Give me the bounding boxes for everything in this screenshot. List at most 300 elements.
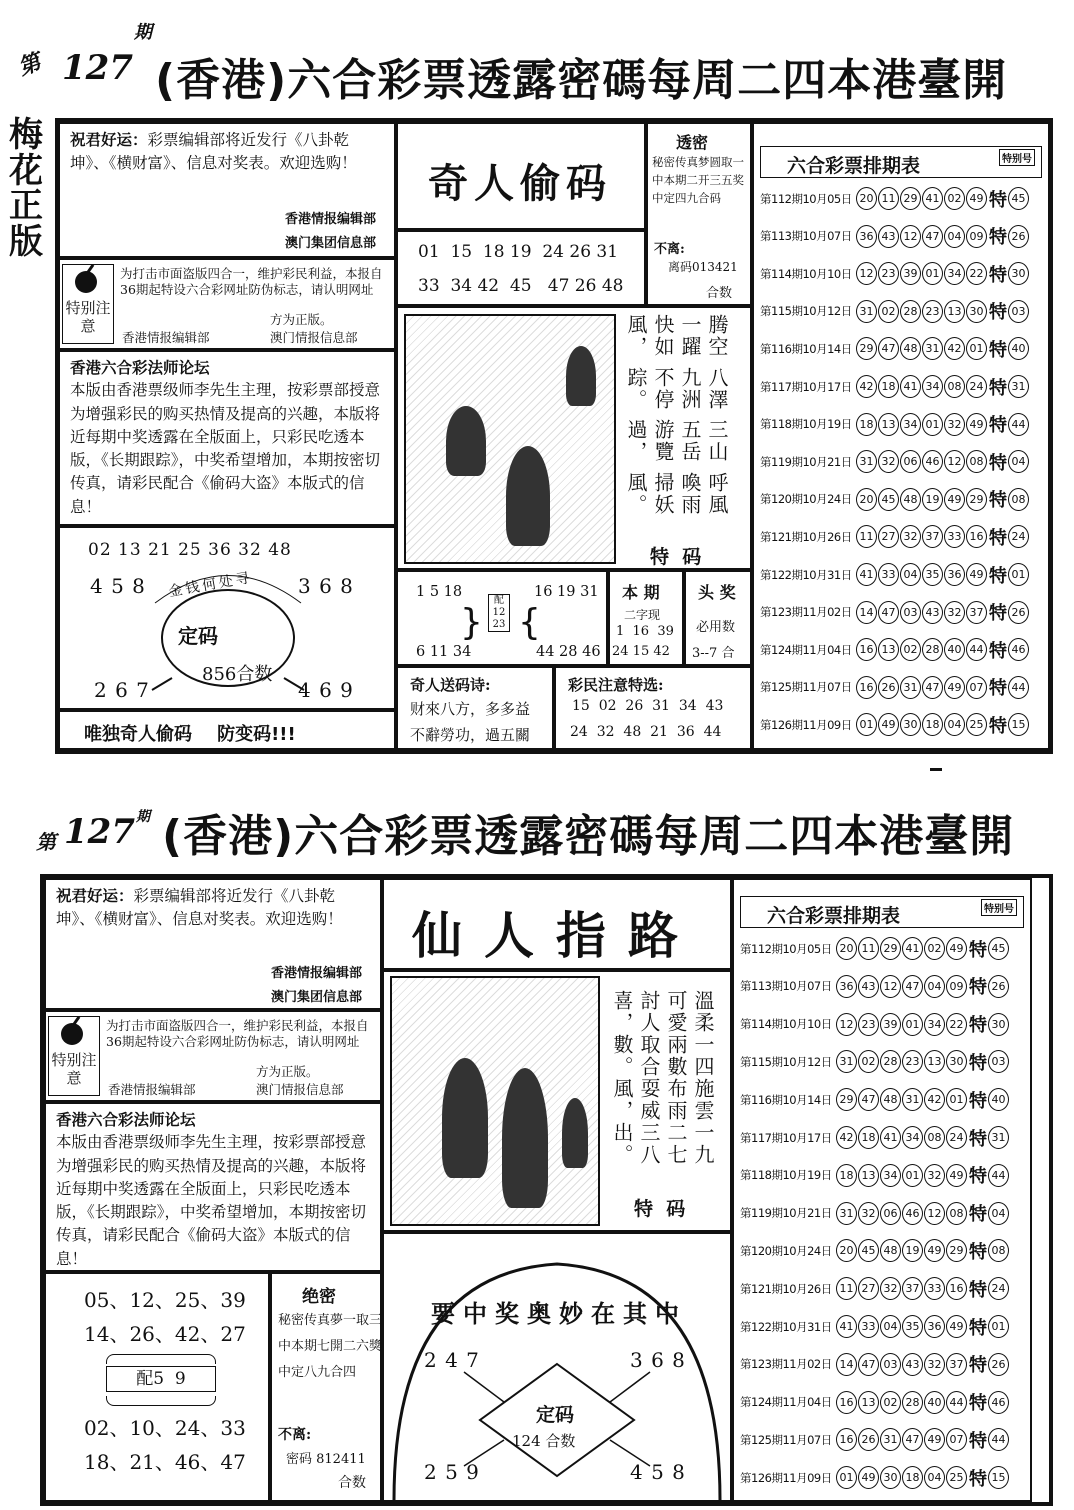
special-label: 特 (989, 189, 1007, 211)
number-ball: 44 (966, 638, 987, 661)
number-ball: 41 (922, 187, 943, 210)
number-ball: 47 (922, 225, 943, 248)
side-brand: 梅花正版 (9, 115, 43, 263)
notice-box (58, 258, 396, 350)
secret-buli-2: 不离: (278, 1427, 312, 1443)
number-ball: 39 (900, 262, 921, 285)
poem-col-3: 施雲布雨耍威風， (610, 1078, 715, 1122)
schedule-row (760, 708, 1030, 741)
secret-heshu-2: 合数 (338, 1475, 366, 1491)
bracket-bottom (106, 1396, 216, 1406)
greeting-body: 彩票编辑部将近发行《八卦乾坤》、《横财富》、信息对奖表。欢迎选购！ (70, 131, 357, 173)
money-bl: 2 6 7 (94, 678, 150, 702)
money-br: 4 6 9 (298, 678, 354, 702)
number-ball: 23 (902, 1050, 923, 1073)
bracket-top (106, 1354, 216, 1364)
schedule-row-label: 第113期10月07日 (740, 979, 832, 994)
number-ball: 02 (878, 300, 899, 323)
number-ball: 16 (966, 525, 987, 548)
notice-box-2 (44, 1010, 382, 1102)
number-ball: 40 (924, 1391, 945, 1414)
special-number-ball: 01 (1008, 563, 1029, 586)
schedule-row (760, 295, 1030, 328)
notice-sign-right: 方为正版。 (270, 312, 333, 327)
immortal-illustration (390, 976, 600, 1226)
special-label: 特 (989, 264, 1007, 286)
schedule-row (740, 1272, 1010, 1305)
number-ball: 45 (878, 488, 899, 511)
special-label: 特 (969, 1052, 987, 1074)
banner-numbers-2: 33 34 42 45 47 26 48 (418, 276, 624, 296)
number-ball: 43 (902, 1353, 923, 1376)
schedule-row-label: 第126期11月09日 (740, 1470, 832, 1485)
notice-body: 为打击市面盗版四合一，维护彩民利益，本报自36期起特设六合彩网址防伪标志，请认明网址 (120, 266, 383, 298)
special-number-ball: 26 (1008, 601, 1029, 624)
number-ball: 31 (856, 450, 877, 473)
number-ball: 01 (946, 1088, 967, 1111)
issue-suffix: 期 (134, 22, 152, 43)
special-number-ball: 15 (1008, 713, 1029, 736)
number-ball: 31 (902, 1088, 923, 1111)
special-label: 特 (989, 452, 1007, 474)
number-ball: 24 (946, 1126, 967, 1149)
number-ball: 41 (880, 1126, 901, 1149)
schedule-row-label: 第118期10月19日 (760, 417, 852, 432)
special-number-ball: 03 (988, 1050, 1009, 1073)
number-ball: 20 (856, 187, 877, 210)
page-title-2: (香港)六合彩票透露密碼每周二四本港臺開 (162, 811, 1015, 862)
page-title: (香港)六合彩票透露密碼每周二四本港臺開 (155, 55, 1008, 106)
number-ball: 42 (944, 337, 965, 360)
schedule-row-label: 第123期11月02日 (760, 605, 852, 620)
number-ball: 47 (902, 975, 923, 998)
greeting-sign-1: 香港情报编辑部 (284, 212, 376, 227)
schedule-row-label: 第122期10月31日 (740, 1319, 832, 1334)
number-ball: 26 (858, 1428, 879, 1451)
money-tl: 4 5 8 (90, 574, 146, 598)
number-ball: 28 (922, 638, 943, 661)
number-ball: 32 (924, 1164, 945, 1187)
number-ball: 01 (902, 1164, 923, 1187)
number-ball: 29 (880, 937, 901, 960)
number-ball: 11 (856, 525, 877, 548)
number-ball: 27 (878, 525, 899, 548)
greeting-heading-2: 祝君好运： (56, 886, 134, 905)
number-ball: 48 (880, 1239, 901, 1262)
number-ball: 26 (878, 676, 899, 699)
this-issue-r2: 24 15 42 (612, 644, 670, 659)
diamond-label: 定码 (536, 1404, 575, 1426)
special-number-ball: 31 (1008, 375, 1029, 398)
number-ball: 37 (946, 1353, 967, 1376)
number-list-3: 02、10、24、33 (84, 1416, 246, 1440)
number-ball: 49 (966, 187, 987, 210)
special-number-ball: 45 (988, 937, 1009, 960)
top-prize-box (684, 570, 752, 666)
this-issue-sub: 二字现 (624, 608, 661, 622)
special-number-ball: 44 (1008, 413, 1029, 436)
secret-mima: 离码013421 (668, 260, 738, 274)
send-poem-title: 奇人送码诗: (410, 676, 491, 694)
special-label: 特 (969, 1166, 987, 1188)
issue-number: 127 (62, 48, 133, 88)
send-poem-l1: 财來八方，多多益 (410, 700, 531, 718)
banner-title-2: 仙人指路 (412, 906, 700, 965)
number-ball: 12 (856, 262, 877, 285)
pairs-box (396, 570, 608, 666)
number-ball: 47 (858, 1088, 879, 1111)
figure-2 (506, 446, 550, 546)
special-label: 特 (969, 1393, 987, 1415)
notice-label-box (62, 264, 114, 344)
number-ball: 18 (878, 375, 899, 398)
diamond-tr: 3 6 8 (630, 1348, 686, 1372)
schedule-row (760, 633, 1030, 666)
number-ball: 49 (946, 937, 967, 960)
number-ball: 30 (880, 1466, 901, 1489)
money-center-label: 定码 (178, 624, 218, 648)
poem-box-2 (382, 970, 732, 1232)
schedule-row (740, 1083, 1010, 1116)
number-ball: 03 (900, 601, 921, 624)
number-ball: 12 (944, 450, 965, 473)
number-ball: 30 (966, 300, 987, 323)
special-label: 特 (969, 1241, 987, 1263)
special-number-ball: 44 (1008, 676, 1029, 699)
schedule-header (760, 146, 1042, 178)
schedule-row-label: 第123期11月02日 (740, 1357, 832, 1372)
number-ball: 19 (902, 1239, 923, 1262)
number-ball: 01 (836, 1466, 857, 1489)
number-ball: 13 (878, 413, 899, 436)
secret-title: 透密 (676, 133, 709, 152)
number-list-1: 05、12、25、39 (84, 1288, 246, 1312)
schedule-row (760, 408, 1030, 441)
poem-col-2: 一四兩數取合數。 (610, 1034, 715, 1078)
schedule-row-label: 第125期11月07日 (760, 680, 852, 695)
special-number-ball: 30 (1008, 262, 1029, 285)
attention-r2: 24 32 48 21 36 44 (570, 724, 722, 740)
pairs-r2: 44 28 46 (536, 644, 601, 660)
send-poem-box (396, 666, 554, 750)
schedule-row-label: 第120期10月24日 (760, 492, 852, 507)
issue-number-2: 127 (64, 812, 135, 852)
number-ball: 29 (900, 187, 921, 210)
number-ball: 09 (966, 225, 987, 248)
number-ball: 03 (880, 1353, 901, 1376)
notice-sign-a: 香港情报编辑部 (122, 330, 210, 345)
issue-prefix: 第 (14, 48, 45, 81)
number-ball: 08 (966, 450, 987, 473)
forum-box-2 (44, 1102, 382, 1272)
number-ball: 02 (858, 1050, 879, 1073)
number-ball: 25 (946, 1466, 967, 1489)
number-ball: 28 (900, 300, 921, 323)
number-ball: 42 (836, 1126, 857, 1149)
money-arc-text: 金钱何处寻 (167, 569, 254, 601)
number-ball: 47 (878, 337, 899, 360)
secret-body: 秘密传真梦圆取一中本期二开三五奖中定四九合码 (652, 155, 744, 205)
number-ball: 16 (856, 676, 877, 699)
number-ball: 46 (902, 1202, 923, 1225)
number-ball: 33 (878, 563, 899, 586)
number-ball: 35 (922, 563, 943, 586)
bomb-icon (61, 1023, 83, 1045)
number-ball: 32 (944, 413, 965, 436)
schedule-row-label: 第119期10月21日 (760, 454, 852, 469)
number-ball: 04 (924, 1466, 945, 1489)
brace-right: { (518, 602, 541, 643)
schedule-title-2: 六合彩票排期表 (767, 905, 901, 927)
number-ball: 49 (966, 563, 987, 586)
special-number-ball: 30 (988, 1013, 1009, 1036)
schedule-row-label: 第119期10月21日 (740, 1206, 832, 1221)
secret-body-2: 秘密传真夢一取三中本期七開二六獎中定八九合四 (278, 1313, 383, 1380)
special-number-ball: 46 (988, 1391, 1009, 1414)
pairs-l2: 6 11 34 (416, 644, 472, 660)
battle-illustration (404, 314, 616, 564)
schedule-row (760, 182, 1030, 215)
number-ball: 02 (924, 937, 945, 960)
number-ball: 41 (900, 375, 921, 398)
schedule-row-label: 第118期10月19日 (740, 1168, 832, 1183)
special-label: 特 (989, 377, 1007, 399)
special-number-ball: 01 (988, 1315, 1009, 1338)
schedule-row-label: 第113期10月07日 (760, 229, 852, 244)
attention-box (554, 666, 752, 750)
notice-body-2: 为打击市面盗版四合一，维护彩民利益，本报自36期起特设六合彩网址防伪标志，请认明网址 (106, 1018, 369, 1050)
greeting-box-2 (44, 878, 382, 1010)
number-ball: 29 (966, 488, 987, 511)
schedule-row-label: 第116期10月14日 (740, 1092, 832, 1107)
pairs-r1: 16 19 31 (534, 584, 599, 600)
special-label: 特 (989, 640, 1007, 662)
schedule-row (760, 520, 1030, 553)
banner-box-2 (382, 878, 732, 970)
number-ball: 39 (880, 1013, 901, 1036)
arc-text: 要中奖奥妙在其中 (431, 1299, 687, 1328)
number-ball: 36 (836, 975, 857, 998)
number-ball: 13 (924, 1050, 945, 1073)
number-ball: 16 (856, 638, 877, 661)
number-ball: 13 (858, 1164, 879, 1187)
number-ball: 43 (878, 225, 899, 248)
special-label: 特 (969, 1317, 987, 1339)
number-ball: 04 (944, 225, 965, 248)
schedule-table-bottom (732, 878, 1032, 1502)
brace-left: } (460, 602, 483, 643)
diamond-unit: 合数 (545, 1432, 576, 1450)
greeting-sign-2: 澳门集团信息部 (284, 236, 376, 251)
schedule-row (740, 1159, 1010, 1192)
number-ball: 37 (966, 601, 987, 624)
special-label: 特 (969, 1204, 987, 1226)
schedule-row (760, 445, 1030, 478)
schedule-row-label: 第117期10月17日 (740, 1130, 832, 1145)
special-number-ball: 26 (1008, 225, 1029, 248)
poem-col-4: 一九二七三八出。 (610, 1122, 715, 1166)
number-ball: 34 (922, 375, 943, 398)
number-ball: 34 (944, 262, 965, 285)
schedule-row (760, 220, 1030, 253)
number-ball: 28 (902, 1391, 923, 1414)
number-ball: 29 (856, 337, 877, 360)
number-ball: 31 (836, 1202, 857, 1225)
number-ball: 31 (856, 300, 877, 323)
schedule-row (740, 1310, 1010, 1343)
number-ball: 06 (900, 450, 921, 473)
schedule-row (740, 1197, 1010, 1230)
schedule-row-label: 第115期10月12日 (760, 304, 852, 319)
schedule-row-label: 第121期10月26日 (740, 1281, 832, 1296)
diamond-value: 124 (512, 1432, 541, 1450)
send-poem-l2: 不辭勞功，過五關 (410, 726, 531, 744)
special-label: 特 (969, 1279, 987, 1301)
top-prize-range: 3--7 合 (692, 646, 735, 661)
number-ball: 11 (858, 937, 879, 960)
number-ball: 01 (856, 713, 877, 736)
number-ball: 49 (858, 1466, 879, 1489)
greeting-sign-1-2: 香港情报编辑部 (270, 966, 362, 981)
attention-r1: 15 02 26 31 34 43 (572, 698, 724, 714)
number-ball: 01 (966, 337, 987, 360)
schedule-row (760, 332, 1030, 365)
schedule-header-2 (740, 896, 1024, 928)
special-number-ball: 15 (988, 1466, 1009, 1489)
number-ball: 49 (924, 1428, 945, 1451)
schedule-row (740, 1121, 1010, 1154)
poem-col-3: 三山五岳游覽過， (624, 419, 729, 463)
number-ball: 23 (858, 1013, 879, 1036)
number-ball: 32 (858, 1202, 879, 1225)
schedule-row (760, 483, 1030, 516)
special-label: 特 (989, 715, 1007, 737)
dash-mark (930, 768, 942, 771)
schedule-row (740, 1386, 1010, 1419)
figure-3 (566, 346, 596, 406)
number-ball: 02 (944, 187, 965, 210)
number-ball: 49 (944, 676, 965, 699)
number-ball: 01 (922, 413, 943, 436)
number-ball: 49 (924, 1239, 945, 1262)
banner-numbers-1: 01 15 18 19 24 26 31 (418, 242, 619, 262)
figure-2 (502, 1068, 548, 1208)
special-number-ball: 04 (988, 1202, 1009, 1225)
forum-body: 本版由香港票级师李先生主理，按彩票部授意为增强彩民的购买热情及提高的兴趣，本版将近每期中奖透露在全版面上，只彩民吃透本版，《长期跟踪》，中奖希望增加，本期按密切传真，请彩民配合《偷码大盗》本版式的信息！ (70, 381, 381, 516)
pairs-mid: 配 12 23 (488, 594, 510, 632)
greeting-sign-2-2: 澳门集团信息部 (270, 990, 362, 1005)
special-label: 特 (989, 565, 1007, 587)
number-ball: 33 (944, 525, 965, 548)
issue-prefix-2: 第 (36, 830, 56, 854)
schedule-row (740, 1234, 1010, 1267)
diamond-center (512, 1430, 575, 1451)
number-ball: 29 (836, 1088, 857, 1111)
diamond-br: 4 5 8 (630, 1460, 686, 1484)
number-ball: 43 (858, 975, 879, 998)
special-label: 特 (989, 678, 1007, 700)
number-ball: 34 (900, 413, 921, 436)
forum-box (58, 350, 396, 526)
number-ball: 35 (902, 1315, 923, 1338)
schedule-row (740, 1008, 1010, 1041)
number-ball: 31 (922, 337, 943, 360)
special-number-ball: 03 (1008, 300, 1029, 323)
number-ball: 45 (858, 1239, 879, 1262)
number-ball: 12 (880, 975, 901, 998)
number-ball: 42 (924, 1088, 945, 1111)
schedule-row-label: 第126期11月09日 (760, 717, 852, 732)
number-ball: 37 (922, 525, 943, 548)
number-ball: 13 (944, 300, 965, 323)
left-numbers: 02 13 21 25 36 32 48 (88, 540, 292, 560)
poem-columns (622, 314, 730, 524)
figure-1 (442, 1058, 488, 1178)
schedule-special-label: 特别号 (999, 149, 1035, 166)
number-ball: 23 (878, 262, 899, 285)
number-ball: 18 (858, 1126, 879, 1149)
number-ball: 48 (880, 1088, 901, 1111)
slogan-box (58, 710, 396, 750)
special-label: 特 (969, 1430, 987, 1452)
number-ball: 08 (944, 375, 965, 398)
number-ball: 36 (944, 563, 965, 586)
banner-title: 奇人偷码 (428, 160, 612, 207)
number-ball: 07 (966, 676, 987, 699)
number-ball: 25 (966, 713, 987, 736)
special-label: 特 (969, 1015, 987, 1037)
number-ball: 49 (966, 413, 987, 436)
notice-sign-b-2: 澳门情报信息部 (256, 1082, 344, 1097)
number-ball: 33 (858, 1315, 879, 1338)
number-ball: 49 (946, 1164, 967, 1187)
schedule-row (760, 370, 1030, 403)
number-ball: 12 (924, 1202, 945, 1225)
schedule-row-label: 第120期10月24日 (740, 1243, 832, 1258)
schedule-title: 六合彩票排期表 (787, 155, 921, 177)
special-number-ball: 45 (1008, 187, 1029, 210)
schedule-row-label: 第112期10月05日 (740, 941, 832, 956)
schedule-row (740, 1045, 1010, 1078)
notice-label: 特别注意 (65, 299, 111, 335)
te-ma-label-2: 特 码 (634, 1198, 686, 1220)
number-ball: 30 (900, 713, 921, 736)
special-number-ball: 31 (988, 1126, 1009, 1149)
special-number-ball: 40 (988, 1088, 1009, 1111)
schedule-row-label: 第125期11月07日 (740, 1432, 832, 1447)
number-ball: 32 (924, 1353, 945, 1376)
number-ball: 07 (946, 1428, 967, 1451)
schedule-row-label: 第116期10月14日 (760, 341, 852, 356)
number-ball: 44 (946, 1391, 967, 1414)
number-ball: 49 (944, 488, 965, 511)
number-ball: 14 (856, 601, 877, 624)
number-ball: 31 (836, 1050, 857, 1073)
schedule-row-label: 第112期10月05日 (760, 191, 852, 206)
number-list-4: 18、21、46、47 (84, 1450, 246, 1474)
secret-mima-2: 密码 812411 (286, 1452, 366, 1467)
secret-box (646, 122, 752, 306)
special-label: 特 (969, 1355, 987, 1377)
special-number-ball: 08 (1008, 488, 1029, 511)
special-label: 特 (989, 603, 1007, 625)
special-label: 特 (989, 339, 1007, 361)
number-ball: 18 (902, 1466, 923, 1489)
diamond-bl: 2 5 9 (424, 1460, 480, 1484)
bomb-icon (75, 271, 97, 293)
number-ball: 36 (856, 225, 877, 248)
schedule-row (740, 932, 1010, 965)
